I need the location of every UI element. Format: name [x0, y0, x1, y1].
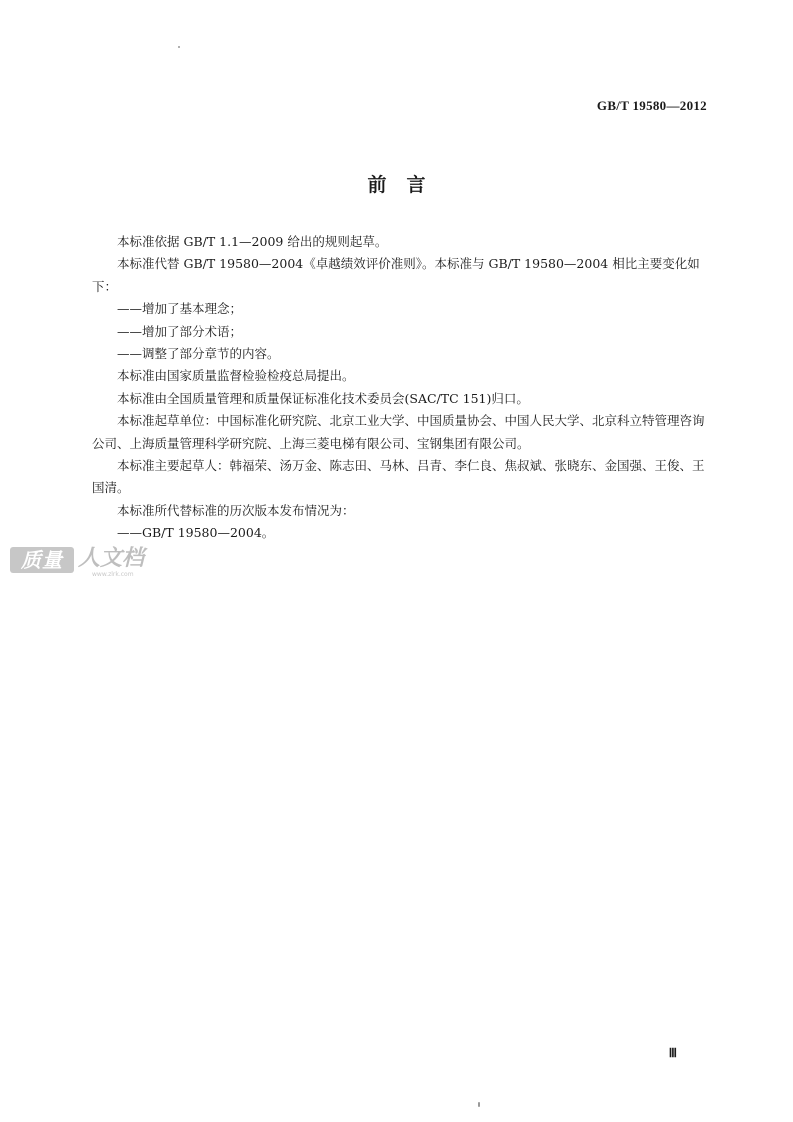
list-item-change-1: ——增加了基本理念； [117, 301, 243, 317]
page-number: Ⅲ [668, 1046, 677, 1060]
list-item-previous-edition: ——GB/T 19580—2004。 [117, 525, 275, 541]
page-title: 前言 [367, 174, 446, 196]
paragraph-drafting-units: 本标准起草单位：中国标准化研究院、北京工业大学、中国质量协会、中国人民大学、北京科立特管理咨询公司、上海质量管理科学研究院、上海三菱电梯有限公司、宝钢集团有限公司。 [92, 413, 705, 451]
watermark-box: 质量 [10, 547, 74, 573]
scan-speck [178, 46, 180, 48]
document-number: GB/T 19580—2012 [596, 98, 707, 113]
watermark-logo [10, 545, 150, 579]
list-item-change-2: ——增加了部分术语； [117, 323, 243, 339]
paragraph-previous-editions: 本标准所代替标准的历次版本发布情况为： [117, 502, 355, 518]
paragraph-drafting-rules: 本标准依据 GB/T 1.1—2009 给出的规则起草。 [117, 234, 388, 249]
scan-speck [478, 1102, 480, 1107]
watermark-text: 人文档 [78, 546, 145, 571]
paragraph-drafters: 本标准主要起草人：韩福荣、汤万金、陈志田、马林、吕青、李仁良、焦叔斌、张晓东、金国强、王俊、王国清。 [92, 458, 705, 496]
paragraph-proposed-by: 本标准由国家质量监督检验检疫总局提出。 [117, 368, 355, 384]
paragraph-replaces: 本标准代替 GB/T 19580—2004《卓越绩效评价准则》。本标准与 GB/T 19580—2004 相比主要变化如下： [92, 256, 700, 294]
list-item-change-3: ——调整了部分章节的内容。 [117, 346, 280, 362]
foreword-body [92, 231, 712, 545]
paragraph-under-jurisdiction: 本标准由全国质量管理和质量保证标准化技术委员会(SAC/TC 151)归口。 [117, 390, 529, 406]
watermark-url: www.zlrk.com [92, 571, 134, 578]
